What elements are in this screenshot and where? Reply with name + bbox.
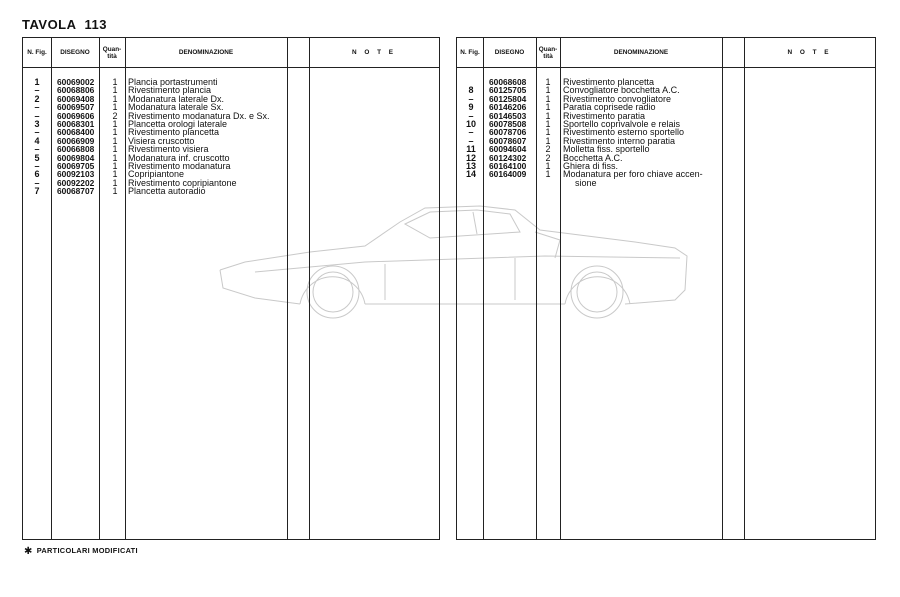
cell-fig: –	[34, 144, 40, 155]
cell-fig: 9	[468, 102, 474, 113]
cell-qty: 1	[112, 102, 118, 113]
rows-right	[457, 78, 875, 187]
cell-denominazione: Plancetta orologi laterale	[128, 118, 228, 129]
cell-qty: 1	[545, 77, 551, 87]
col-header-denominazione: DENOMINAZIONE	[178, 49, 234, 56]
cell-denominazione: Ghiera di fiss.	[563, 160, 619, 171]
cell-denominazione: Modanatura inf. cruscotto	[128, 152, 230, 163]
cell-fig: 8	[468, 85, 474, 96]
cell-fig: 2	[34, 93, 40, 104]
cell-denominazione: Rivestimento copripiantone	[128, 177, 237, 188]
cell-denominazione: Molletta fiss. sportello	[563, 144, 650, 155]
cell-disegno: 60068707	[57, 186, 95, 197]
cell-qty: 1	[112, 135, 118, 146]
title-label: TAVOLA	[22, 17, 77, 32]
cell-fig: –	[34, 110, 40, 121]
cell-fig: –	[34, 160, 40, 171]
cell-fig: 11	[466, 144, 476, 155]
header-divider	[23, 67, 439, 68]
cell-fig: 13	[465, 160, 476, 171]
cell-fig: 3	[34, 118, 40, 129]
cell-denominazione: Rivestimento plancetta	[563, 77, 655, 87]
cell-disegno: 60069408	[57, 93, 95, 104]
cell-disegno: 60092202	[57, 177, 95, 188]
cell-qty: 1	[112, 85, 118, 96]
cell-qty: 1	[545, 118, 551, 129]
col-header-disegno: DISEGNO	[60, 49, 90, 56]
cell-denominazione: Paratia coprisede radio	[563, 102, 656, 113]
cell-disegno: 60069705	[57, 160, 95, 171]
cell-qty: 1	[112, 177, 118, 188]
cell-disegno: 60146503	[489, 110, 527, 121]
cell-denominazione: Visiera cruscotto	[128, 135, 195, 146]
cell-disegno: 60068400	[57, 127, 95, 138]
cell-disegno: 60068806	[57, 85, 95, 96]
page-title	[22, 17, 107, 32]
cell-qty: 1	[545, 169, 551, 180]
cell-fig: 4	[34, 135, 40, 146]
cell-disegno: 60069507	[57, 102, 95, 113]
cell-qty: 2	[545, 144, 551, 155]
cell-qty: 1	[112, 118, 118, 129]
cell-denominazione: Convogliatore bocchetta A.C.	[563, 85, 680, 96]
col-header-note: N O T E	[787, 49, 832, 56]
cell-denominazione: Plancia portastrumenti	[128, 77, 218, 87]
cell-denominazione: Modanatura per foro chiave accen-	[563, 169, 703, 180]
col-header-fig: N. Fig.	[27, 49, 47, 56]
cell-qty: 2	[112, 110, 118, 121]
cell-qty: 1	[112, 127, 118, 138]
cell-fig: 5	[34, 152, 40, 163]
cell-qty: 1	[112, 169, 118, 180]
header-divider	[457, 67, 875, 68]
cell-denominazione: Plancetta autoradio	[128, 186, 206, 197]
cell-fig: 14	[465, 169, 476, 180]
cell-disegno: 60092103	[57, 169, 95, 180]
col-header-quantita: Quan- tità	[102, 45, 122, 60]
cell-disegno: 60078706	[489, 127, 527, 138]
col-header-note: N O T E	[351, 49, 397, 56]
parts-table-left	[22, 37, 440, 540]
cell-fig: 7	[34, 186, 40, 197]
cell-disegno: 60068301	[57, 118, 95, 129]
asterisk-icon: ✱	[24, 546, 33, 557]
cell-fig: 1	[34, 77, 40, 87]
cell-denominazione: sione	[575, 177, 597, 188]
cell-denominazione: Modanatura laterale Dx.	[128, 93, 225, 104]
cell-fig: –	[34, 127, 40, 138]
cell-fig: 10	[465, 118, 476, 129]
cell-denominazione: Rivestimento modanatura Dx. e Sx.	[128, 110, 270, 121]
cell-qty: 1	[112, 186, 118, 197]
table-row	[457, 179, 875, 187]
title-number: 113	[84, 17, 107, 32]
cell-disegno: 60125705	[489, 85, 527, 96]
cell-denominazione: Sportello coprivalvole e relais	[563, 118, 681, 129]
cell-fig: –	[34, 102, 40, 113]
table-row	[457, 170, 875, 178]
cell-fig: –	[34, 85, 40, 96]
cell-denominazione: Rivestimento convogliatore	[563, 93, 672, 104]
col-header-quantita: Quan- tità	[538, 45, 558, 60]
cell-disegno: 60146206	[489, 102, 527, 113]
cell-disegno: 60068608	[489, 77, 527, 87]
cell-disegno: 60069606	[57, 110, 95, 121]
footer-text: PARTICOLARI MODIFICATI	[36, 546, 138, 555]
cell-denominazione: Rivestimento esterno sportello	[563, 127, 685, 138]
cell-qty: 1	[112, 93, 118, 104]
cell-denominazione: Rivestimento visiera	[128, 144, 209, 155]
cell-denominazione: Modanatura laterale Sx.	[128, 102, 224, 113]
col-header-fig: N. Fig.	[460, 49, 480, 56]
cell-qty: 2	[545, 152, 551, 163]
cell-fig: –	[468, 127, 474, 138]
cell-qty: 1	[545, 85, 551, 96]
table-row	[23, 187, 439, 195]
cell-qty: 1	[545, 135, 551, 146]
cell-disegno: 60164100	[489, 160, 527, 171]
cell-qty: 1	[112, 144, 118, 155]
cell-denominazione: Rivestimento plancetta	[128, 127, 220, 138]
cell-fig: –	[34, 177, 40, 188]
cell-qty: 1	[545, 127, 551, 138]
cell-qty: 1	[545, 110, 551, 121]
footer-note	[24, 546, 138, 557]
cell-qty: 1	[112, 160, 118, 171]
cell-disegno: 60066808	[57, 144, 95, 155]
cell-denominazione: Rivestimento paratia	[563, 110, 646, 121]
cell-disegno: 60078508	[489, 118, 527, 129]
cell-fig: –	[468, 135, 474, 146]
rows-left	[23, 78, 439, 195]
cell-disegno: 60069002	[57, 77, 95, 87]
col-header-disegno: DISEGNO	[494, 49, 525, 56]
cell-qty: 1	[112, 77, 118, 87]
cell-disegno: 60125804	[489, 93, 527, 104]
cell-fig: –	[468, 93, 474, 104]
parts-table-right	[456, 37, 876, 540]
cell-fig: 6	[34, 169, 40, 180]
cell-denominazione: Rivestimento plancia	[128, 85, 212, 96]
cell-denominazione: Rivestimento interno paratia	[563, 135, 676, 146]
cell-disegno: 60124302	[489, 152, 527, 163]
cell-disegno: 60164009	[489, 169, 527, 180]
cell-fig: 12	[465, 152, 476, 163]
cell-qty: 1	[545, 93, 551, 104]
cell-denominazione: Bocchetta A.C.	[563, 152, 623, 163]
cell-qty: 1	[545, 160, 551, 171]
cell-denominazione: Copripiantone	[128, 169, 185, 180]
cell-disegno: 60066909	[57, 135, 95, 146]
cell-denominazione: Rivestimento modanatura	[128, 160, 231, 171]
cell-disegno: 60078607	[489, 135, 527, 146]
col-header-denominazione: DENOMINAZIONE	[613, 49, 669, 56]
cell-qty: 1	[112, 152, 118, 163]
cell-disegno: 60094604	[489, 144, 527, 155]
cell-disegno: 60069804	[57, 152, 95, 163]
cell-fig: –	[468, 110, 474, 121]
cell-qty: 1	[545, 102, 551, 113]
